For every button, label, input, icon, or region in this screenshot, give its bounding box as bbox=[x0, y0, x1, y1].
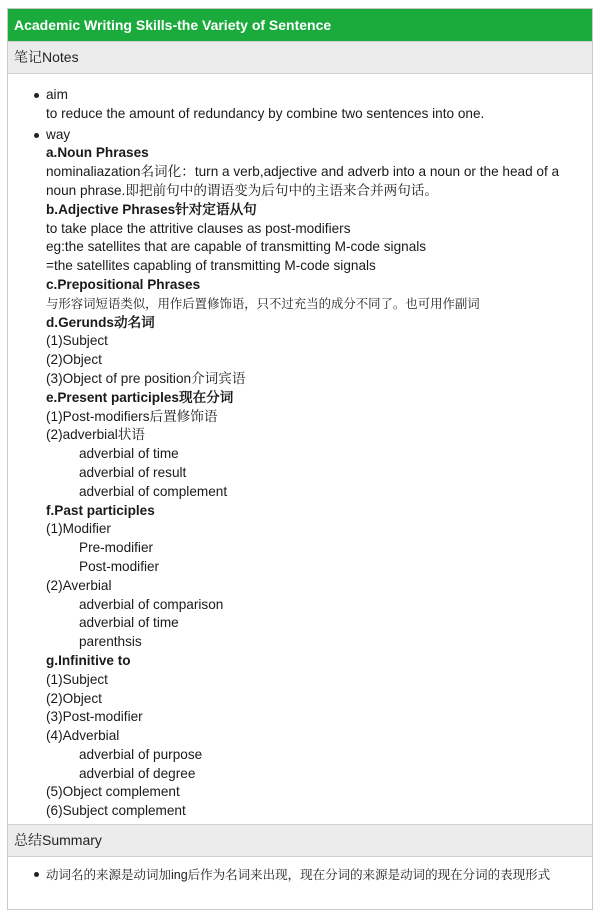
aim-text: to reduce the amount of redundancy by combine two sentences into one. bbox=[46, 105, 485, 121]
note-title: Academic Writing Skills-the Variety of Sentence bbox=[8, 9, 592, 41]
notes-list bbox=[8, 74, 592, 105]
subheading: f.Past participles bbox=[46, 502, 155, 518]
way-detail bbox=[8, 144, 592, 821]
note-line: (2)Object bbox=[46, 690, 102, 706]
subheading: e.Present participles现在分词 bbox=[46, 389, 234, 405]
note-line: 与形容词短语类似，用作后置修饰语，只不过充当的成分不同了。也可用作副词 bbox=[46, 296, 480, 311]
note-line: adverbial of result bbox=[79, 464, 187, 480]
subheading: b.Adjective Phrases针对定语从句 bbox=[46, 201, 257, 217]
note-line: (1)Post-modifiers后置修饰语 bbox=[46, 408, 218, 424]
note-line: (1)Subject bbox=[46, 671, 108, 687]
note-line: adverbial of complement bbox=[79, 483, 228, 499]
note-line: (1)Modifier bbox=[46, 521, 111, 537]
bullet-label: aim bbox=[46, 87, 68, 102]
note-line: (2)Averbial bbox=[46, 577, 112, 593]
summary-list bbox=[8, 866, 592, 884]
note-line: adverbial of time bbox=[79, 615, 179, 631]
bullet-label: way bbox=[46, 126, 71, 142]
subheading: c.Prepositional Phrases bbox=[46, 276, 201, 292]
bullet-aim bbox=[8, 86, 592, 105]
note-line: (6)Subject complement bbox=[46, 803, 186, 819]
note-line: eg:the satellites that are capable of transmitting M-code signals bbox=[46, 239, 427, 255]
bullet-way bbox=[8, 126, 592, 145]
note-line: adverbial of purpose bbox=[79, 746, 203, 762]
note-line: Post-modifier bbox=[79, 558, 160, 574]
note-line: (2)Object bbox=[46, 352, 102, 368]
subheading: d.Gerunds动名词 bbox=[46, 314, 155, 330]
summary-item bbox=[8, 866, 592, 884]
notes-list-way bbox=[8, 124, 592, 145]
note-line: (5)Object complement bbox=[46, 784, 180, 800]
note-line: parenthsis bbox=[79, 634, 142, 650]
note-card bbox=[7, 8, 593, 910]
note-line: (3)Object of pre position介词宾语 bbox=[46, 370, 246, 386]
note-line: to take place the attritive clauses as post-modifiers bbox=[46, 220, 351, 236]
notes-body bbox=[8, 74, 592, 824]
note-line: Pre-modifier bbox=[79, 540, 154, 556]
subheading: a.Noun Phrases bbox=[46, 145, 149, 161]
bullet-dot-icon bbox=[34, 133, 39, 138]
note-line: =the satellites capabling of transmitting M-code signals bbox=[46, 258, 376, 274]
note-line: nominaliazation名词化：turn a verb,adjective and adverb into a noun or the head of a noun phrase.即把前句中的谓语变为后句中的主语来合并两句话。 bbox=[46, 164, 560, 198]
note-line: (3)Post-modifier bbox=[46, 709, 143, 725]
summary-body bbox=[8, 857, 592, 884]
note-line: (4)Adverbial bbox=[46, 728, 120, 744]
summary-text: 动词名的来源是动词加ing后作为名词来出现，现在分词的来源是动词的现在分词的表现形式 bbox=[46, 868, 551, 882]
note-line: adverbial of time bbox=[79, 446, 179, 462]
summary-section-header: 总结Summary bbox=[8, 824, 592, 857]
aim-detail bbox=[8, 105, 592, 124]
bullet-dot-icon bbox=[34, 93, 39, 98]
subheading: g.Infinitive to bbox=[46, 652, 131, 668]
note-line: adverbial of degree bbox=[79, 765, 196, 781]
notes-section-header: 笔记Notes bbox=[8, 41, 592, 74]
note-line: (2)adverbial状语 bbox=[46, 427, 145, 443]
bullet-dot-icon bbox=[34, 872, 39, 877]
note-line: (1)Subject bbox=[46, 333, 108, 349]
note-line: adverbial of comparison bbox=[79, 596, 224, 612]
